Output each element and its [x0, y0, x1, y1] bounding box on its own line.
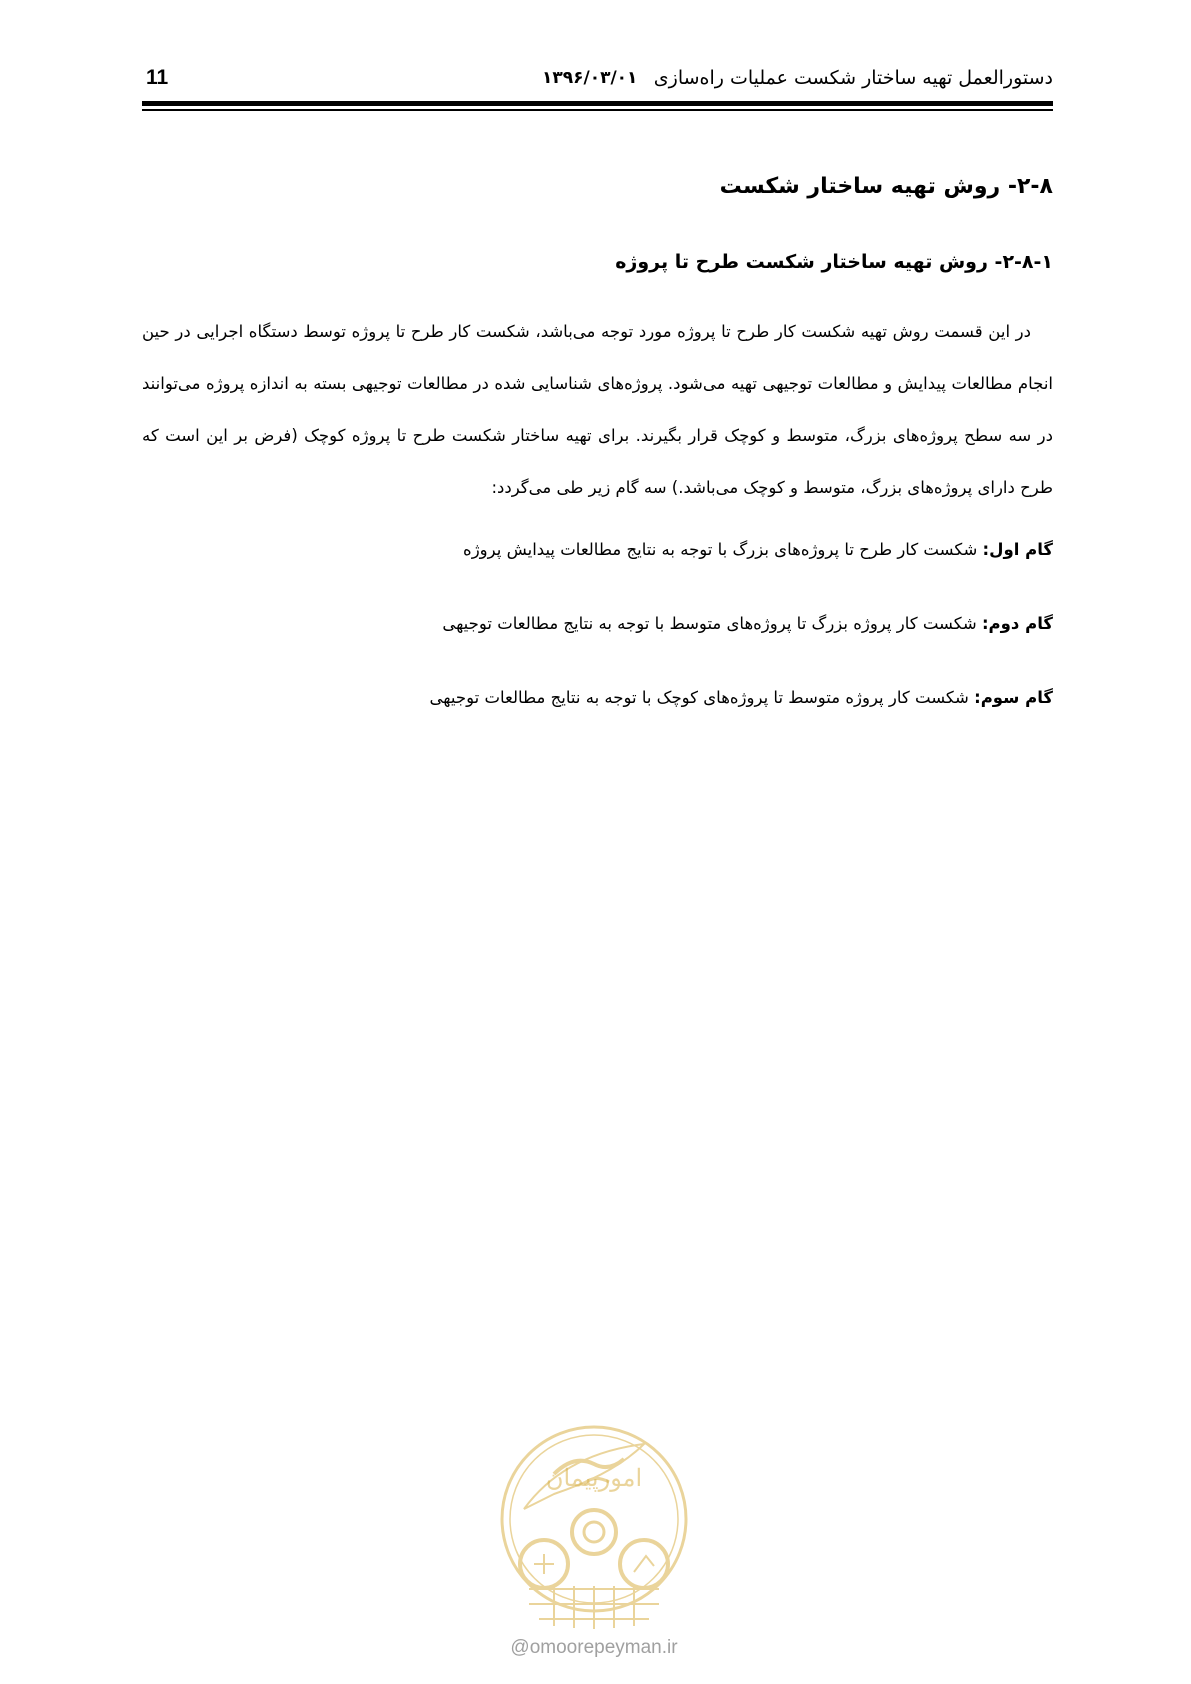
watermark-url: @omoorepeyman.ir: [510, 1637, 678, 1658]
header-rule-thick: [142, 101, 1053, 106]
step-text: شکست کار پروژه متوسط تا پروژه‌های کوچک با توجه به نتایج مطالعات توجیهی: [429, 688, 975, 707]
watermark-logo-text: امورپیمان: [545, 1464, 643, 1492]
step-item: [142, 534, 1053, 566]
page-content: [142, 170, 1053, 756]
step-label: گام اول:: [982, 540, 1053, 559]
step-label: گام دوم:: [981, 614, 1053, 633]
body-paragraph: در این قسمت روش تهیه شکست کار طرح تا پروژه مورد توجه می‌باشد، شکست کار طرح تا پروژه توسط دستگاه اجرایی در حین انجام مطالعات پیدایش و مطالعات توجیهی تهیه می‌شود. پروژه‌های شناسایی شده در مطالعات توجیهی بسته به اندازه پروژه می‌توانند در سه سطح پروژه‌های بزرگ، متوسط و کوچک قرار بگیرند. برای تهیه ساختار شکست طرح تا پروژه کوچک (فرض بر این است که طرح دارای پروژه‌های بزرگ، متوسط و کوچک می‌باشد.) سه گام زیر طی می‌گردد:: [142, 322, 1053, 497]
page-number: 11: [146, 66, 169, 89]
page-header: [142, 62, 1053, 92]
header-rule-thin: [142, 109, 1053, 111]
watermark-logo-icon: [494, 1414, 694, 1634]
step-text: شکست کار پروژه بزرگ تا پروژه‌های متوسط با توجه به نتایج مطالعات توجیهی: [442, 614, 982, 633]
subsection-heading: ۲-۸-۱- روش تهیه ساختار شکست طرح تا پروژه: [615, 251, 1053, 273]
document-title: دستورالعمل تهیه ساختار شکست عملیات راه‌سازی: [653, 67, 1053, 89]
step-text: شکست کار طرح تا پروژه‌های بزرگ با توجه به نتایج مطالعات پیدایش پروژه: [463, 540, 983, 559]
document-date: ۱۳۹۶/۰۳/۰۱: [542, 68, 638, 88]
step-item: [142, 682, 1053, 714]
step-label: گام سوم:: [974, 688, 1053, 707]
step-item: [142, 608, 1053, 640]
section-heading: ۲-۸- روش تهیه ساختار شکست: [719, 174, 1053, 199]
